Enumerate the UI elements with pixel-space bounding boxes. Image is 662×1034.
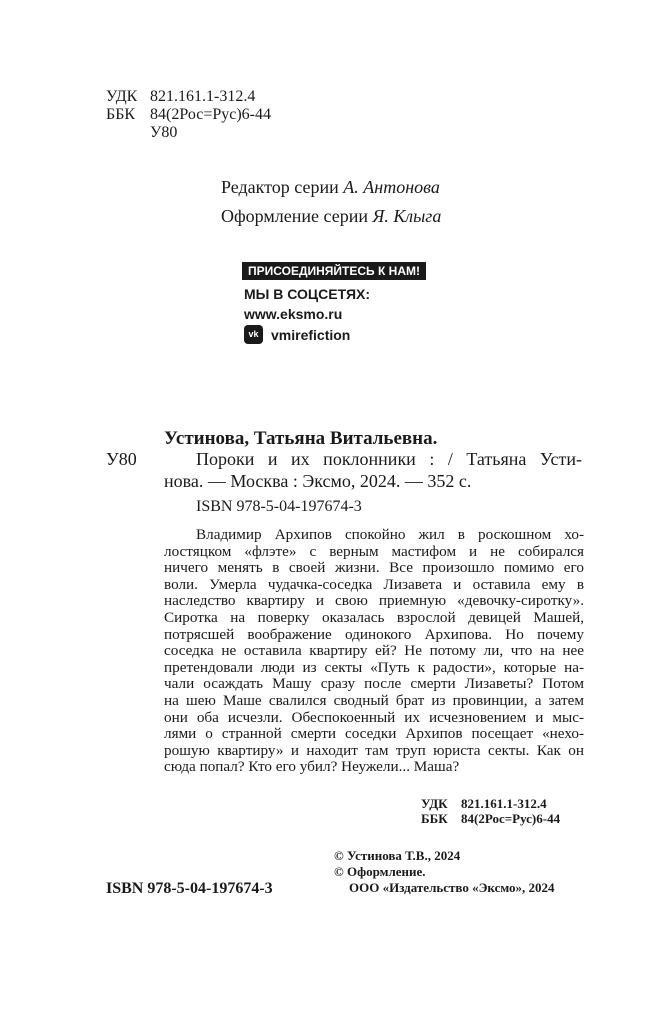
series-design (221, 205, 441, 227)
isbn-bottom: ISBN 978-5-04-197674-3 (106, 880, 273, 897)
isbn-entry: ISBN 978-5-04-197674-3 (196, 498, 362, 515)
annotation (164, 527, 584, 776)
bbk-bottom-value: 84(2Рос=Рус)6-44 (461, 811, 561, 826)
annotation-line: соседка не оставила квартиру ей? Не потому ли, что на нее (164, 642, 584, 660)
join-us-banner: ПРИСОЕДИНЯЙТЕСЬ К НАМ! (242, 262, 426, 280)
udk-bottom-row (421, 796, 547, 811)
annotation-line: наследство квартиру и свою приемную «девочку-сиротку». (164, 592, 584, 610)
annotation-line: воли. Умерла чудачка-соседка Лизавета и оставила ему в (164, 575, 584, 593)
annotation-line: рошую квартиру» и находит там труп юриста секты. Как он (164, 741, 584, 759)
author-code: У80 (106, 449, 137, 469)
udk-label: УДК (106, 88, 138, 105)
eksmo-site-link[interactable]: www.eksmo.ru (244, 306, 343, 322)
bbk-value: 84(2Рос=Рус)6-44 (150, 106, 272, 123)
udk-bottom-value: 821.161.1-312.4 (461, 796, 547, 811)
book-author: Устинова, Татьяна Витальевна. (164, 428, 438, 449)
social-subtitle: МЫ В СОЦСЕТЯХ: (244, 286, 371, 302)
annotation-line: потрясшей воображение одинокого Архипова. Но почему (164, 625, 584, 643)
series-editor-label: Редактор серии (221, 177, 339, 197)
annotation-line: Сиротка на поверку оказалась взрослой девицей Машей, (164, 608, 584, 626)
vk-handle-link[interactable]: vmirefiction (271, 327, 351, 343)
annotation-line: Владимир Архипов спокойно жил в роскошном хо- (196, 526, 584, 543)
bbk-bottom-row (421, 811, 560, 826)
series-editor-name: А. Антонова (343, 177, 440, 197)
series-design-name: Я. Клыга (372, 206, 442, 226)
annotation-line: они оба исчезли. Обеспокоенный их исчезновением и мыс- (164, 708, 584, 726)
copyright-design: © Оформление. (334, 864, 426, 879)
series-design-label: Оформление серии (221, 206, 368, 226)
book-title-line-2: нова. — Москва : Эксмо, 2024. — 352 с. (164, 471, 472, 491)
book-title-line-1: Пороки и их поклонники : / Татьяна Усти- (196, 449, 582, 469)
copyright-publisher: ООО «Издательство «Эксмо», 2024 (349, 880, 555, 895)
annotation-line: лями о странной смерти соседки Архипов посещает «нехо- (164, 725, 584, 743)
author-code-top: У80 (150, 124, 178, 141)
bbk-label: ББК (106, 106, 136, 123)
annotation-line: чали осаждать Машу сразу после смерти Лизаветы? Потом (164, 675, 584, 693)
udk-bottom-label: УДК (421, 796, 448, 811)
vk-icon: vk (244, 325, 263, 344)
udk-value: 821.161.1-312.4 (150, 88, 256, 105)
series-editor (221, 176, 440, 198)
annotation-line: лостяцком «флэте» с верным мастифом и не собирался (164, 542, 584, 560)
annotation-line: сюда попал? Кто его убил? Неужели... Маша? (164, 758, 460, 776)
annotation-line: на шею Маше свалился сводный брат из провинции, а затем (164, 691, 584, 709)
udk-top-row (106, 88, 255, 106)
annotation-line: ничего менять в своей жизни. Все произошло помимо его (164, 559, 584, 577)
annotation-line: претендовали люди из секты «Путь к радости», которые на- (164, 658, 584, 676)
bbk-top-row (106, 106, 271, 124)
copyright-author: © Устинова Т.В., 2024 (334, 848, 461, 863)
bbk-bottom-label: ББК (421, 811, 448, 826)
